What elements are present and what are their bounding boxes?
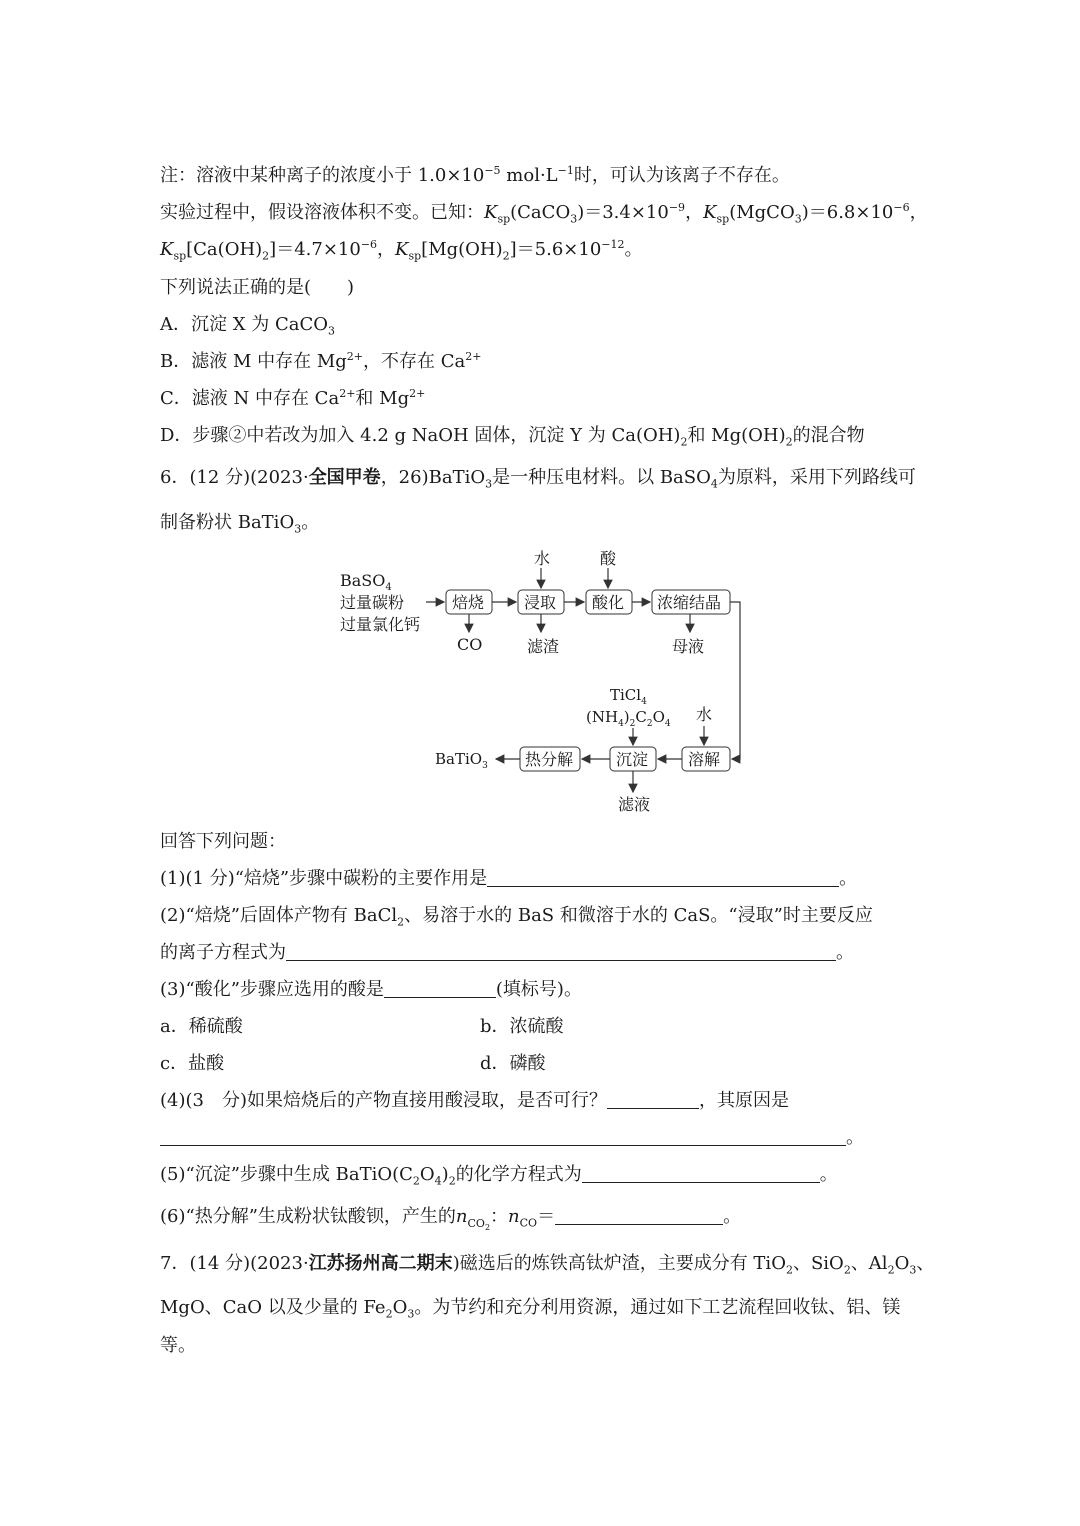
q7-line-3: 等。 [160,1335,196,1356]
choice-b[interactable]: b．浓硫酸 [480,1016,564,1037]
choice-c[interactable]: c．盐酸 [160,1053,225,1074]
svg-text:酸化: 酸化 [592,593,625,612]
input-cacl2: 过量氯化钙 [340,615,421,634]
label-filtrate: 滤液 [618,795,651,814]
answer-blank-4b[interactable] [160,1127,846,1146]
answer-blank-4a[interactable] [607,1090,699,1109]
part-5: (5)“沉淀”步骤中生成 $BaTiO(C_2O_4)_2$的化学方程式为 。 [160,1164,838,1188]
svg-text:浓缩结晶: 浓缩结晶 [657,593,722,612]
svg-text:沉淀: 沉淀 [616,750,649,769]
part-4-line2: 。 [160,1126,864,1150]
label-mother-liquor: 母液 [672,637,705,656]
label-water-1: 水 [534,549,551,568]
process-flowchart [330,540,760,825]
part-6: (6)“热分解”生成粉状钛酸钡，产生的$n_{CO_2}$：$n_{CO}=$ 。 [160,1206,742,1232]
label-residue: 滤渣 [527,637,560,656]
q6-source: 全国甲卷 [308,467,381,488]
ksp-line-2: $K_{sp}[Ca(OH)_2]=4.7\times 10^{-6}$，$K_{sp}[Mg(OH)_2]=5.6\times 10^{-12}$。 [160,238,643,263]
option-d[interactable]: D．步骤②中若改为加入 4.2 g NaOH 固体，沉淀 Y 为 $Ca(OH)_2$和 $Mg(OH)_2$的混合物 [160,425,865,449]
answer-blank-5[interactable] [582,1164,820,1183]
svg-text:浸取: 浸取 [524,593,557,612]
answer-intro: 回答下列问题： [160,831,286,852]
part-4: (4)(3 分)如果焙烧后的产物直接用酸浸取，是否可行？ ，其原因是 [160,1090,789,1111]
label-co: CO [457,635,483,654]
label-ticl4: TiCl$_4$ [610,686,647,707]
svg-text:溶解: 溶解 [688,750,721,769]
note-line: 注：溶液中某种离子的浓度小于 $1.0\times 10^{-5}$ $mol\cdot L^{-1}$时，可认为该离子不存在。 [160,164,790,186]
label-water-2: 水 [696,705,713,724]
answer-blank-6[interactable] [555,1206,723,1225]
option-b[interactable]: B．滤液 M 中存在 $Mg^{2+}$，不存在 $Ca^{2+}$ [160,350,482,372]
svg-text:热分解: 热分解 [525,750,574,769]
answer-blank-2[interactable] [286,942,836,961]
label-acid: 酸 [600,549,617,568]
q6-heading-2: 制备粉状 BaTiO$_3$。 [160,512,320,536]
choice-a[interactable]: a．稀硫酸 [160,1016,243,1037]
q6-heading: 6．(12 分)(2023·全国甲卷，26)BaTiO$_3$是一种压电材料。以 BaSO$_4$为原料，采用下列路线可 [160,467,916,491]
answer-blank-3[interactable] [384,979,496,998]
input-carbon: 过量碳粉 [340,593,405,612]
choice-d[interactable]: d．磷酸 [480,1053,546,1074]
part-3: (3)“酸化”步骤应选用的酸是 (填标号)。 [160,979,582,1000]
option-a[interactable]: A．沉淀 X 为 CaCO$_3$ [160,314,336,338]
question-prompt: 下列说法正确的是( ) [160,277,355,298]
part-1: (1)(1 分)“焙烧”步骤中碳粉的主要作用是 。 [160,868,858,889]
q7-heading: 7．(14 分)(2023·江苏扬州高二期末)磁选后的炼铁高钛炉渣，主要成分有 TiO$_2$、SiO$_2$、$Al_2O_3$、 [160,1253,935,1277]
input-baso4: BaSO$_4$ [340,571,392,593]
option-c[interactable]: C．滤液 N 中存在 $Ca^{2+}$和 $Mg^{2+}$ [160,387,426,409]
part-2a: (2)“焙烧”后固体产物有 BaCl$_2$、易溶于水的 BaS 和微溶于水的 CaS。“浸取”时主要反应 [160,905,873,929]
part-2b: 的离子方程式为 。 [160,942,854,963]
q7-line-2: MgO、CaO 以及少量的 $Fe_2O_3$。为节约和充分利用资源，通过如下工艺流程回收钛、铝、镁 [160,1297,901,1321]
label-oxalate: $(NH_4)_2C_2O_4$ [586,708,671,729]
ksp-line-1: 实验过程中，假设溶液体积不变。已知：$K_{sp}(CaCO_3)=3.4\times 10^{-9}$，$K_{sp}(MgCO_3)=6.8\times 10^{-6}$， [160,201,928,226]
label-product: BaTiO$_3$ [435,750,488,771]
answer-blank-1[interactable] [487,868,839,887]
svg-text:焙烧: 焙烧 [452,593,485,612]
q7-source: 江苏扬州高二期末 [308,1253,453,1274]
